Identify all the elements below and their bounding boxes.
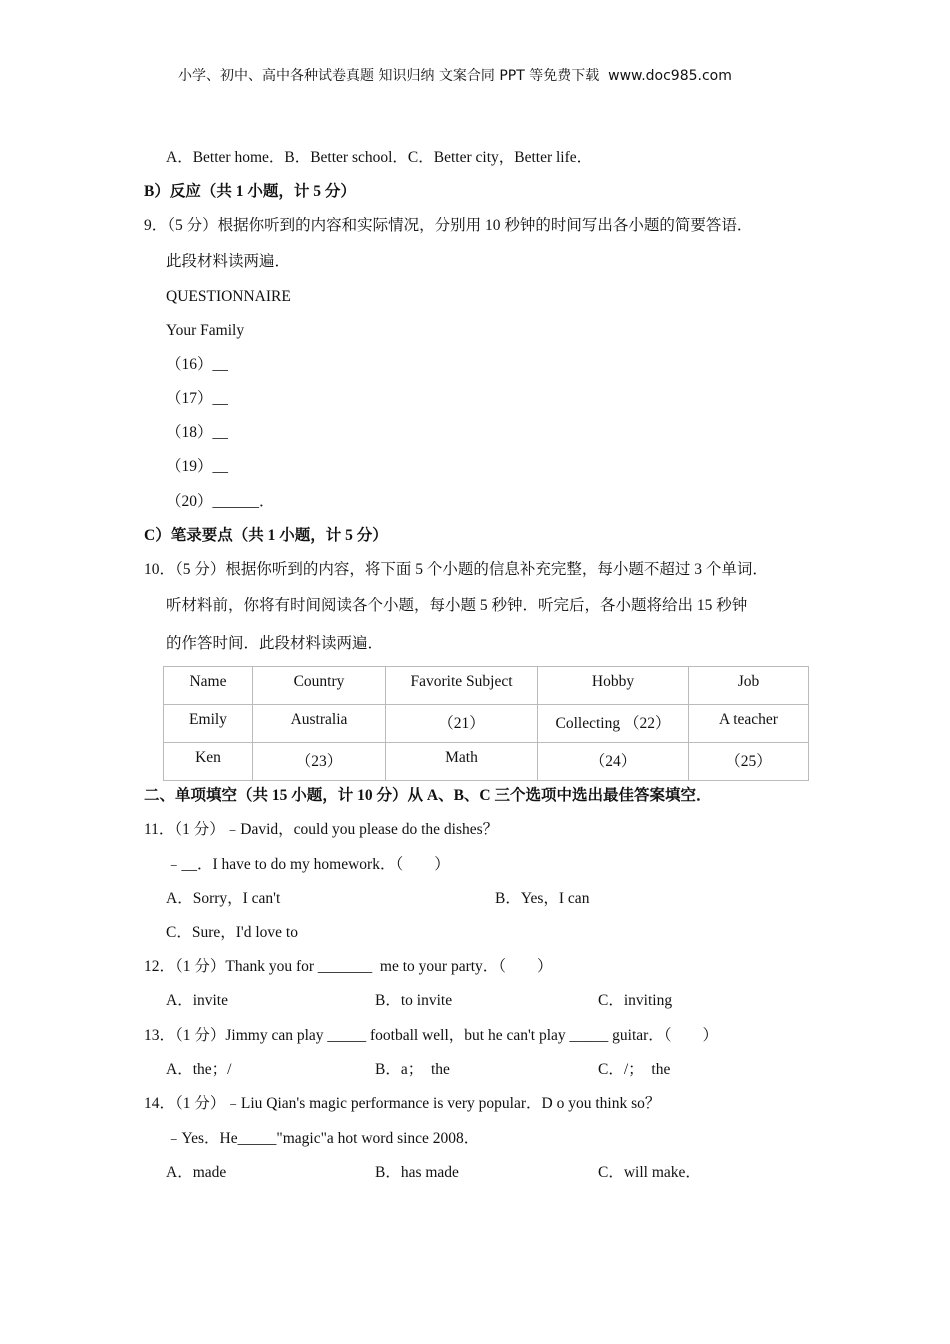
q13-option-c: C．/； the: [598, 1061, 671, 1078]
blank-18: （18）__: [166, 424, 229, 441]
q14-option-b: B．has made: [375, 1164, 459, 1181]
table-row: [164, 705, 809, 743]
table-cell: （25）: [689, 743, 809, 781]
table-cell: Country: [253, 667, 386, 705]
table-cell: （21）: [386, 705, 538, 743]
q10-stem-3: 的作答时间．此段材料读两遍．: [166, 635, 384, 652]
q11-option-c: C．Sure，I'd love to: [166, 924, 298, 941]
q14-stem: 14．（1 分）﹣Liu Qian's magic performance is very popular．D o you think so？: [144, 1095, 661, 1112]
q12-option-b: B．to invite: [375, 992, 453, 1009]
q12-option-c: C．inviting: [598, 992, 673, 1009]
table-cell: Ken: [164, 743, 253, 781]
blank-20: （20）______．: [166, 493, 275, 510]
blank-16: （16）__: [166, 356, 229, 373]
table-cell: Name: [164, 667, 253, 705]
q8-options: A．Better home．B．Better school．C．Better city，Better life．: [166, 149, 593, 166]
table-cell: Australia: [253, 705, 386, 743]
q11-option-a: A．Sorry，I can't: [166, 890, 281, 907]
q14-option-a: A．made: [166, 1164, 227, 1181]
q13-option-a: A．the；/: [166, 1061, 232, 1078]
section-b-heading: B）反应（共 1 小题，计 5 分）: [144, 183, 356, 200]
blank-17: （17）__: [166, 390, 229, 407]
q10-stem: 10．（5 分）根据你听到的内容，将下面 5 个小题的信息补充完整，每小题不超过 3 个单词．: [144, 561, 768, 578]
table-cell: Collecting （22）: [538, 705, 689, 743]
section-2-heading: 二、单项填空（共 15 小题，计 10 分）从 A、B、C 三个选项中选出最佳答案填空．: [144, 787, 712, 804]
page-header: 小学、初中、高中各种试卷真题 知识归纳 文案合同 PPT 等免费下载 www.doc985.com: [178, 68, 732, 84]
table-cell: A teacher: [689, 705, 809, 743]
info-table: [163, 666, 809, 781]
q12-stem: 12．（1 分）Thank you for _______ me to your party．（ ）: [144, 958, 553, 975]
questionnaire-subtitle: Your Family: [166, 322, 245, 339]
table-cell: （23）: [253, 743, 386, 781]
blank-19: （19）__: [166, 458, 229, 475]
table-cell: Math: [386, 743, 538, 781]
q13-stem: 13．（1 分）Jimmy can play _____ football well，but he can't play _____ guitar．（ ）: [144, 1027, 719, 1044]
q12-option-a: A．invite: [166, 992, 228, 1009]
questionnaire-title: QUESTIONNAIRE: [166, 288, 291, 305]
q14-option-c: C．will make．: [598, 1164, 701, 1181]
table-row: [164, 743, 809, 781]
q9-stem: 9．（5 分）根据你听到的内容和实际情况，分别用 10 秒钟的时间写出各小题的简要答语．: [144, 217, 753, 234]
q14-stem-2: ﹣Yes．He_____"magic"a hot word since 2008．: [166, 1130, 480, 1147]
q11-option-b: B．Yes，I can: [495, 890, 590, 907]
table-cell: Favorite Subject: [386, 667, 538, 705]
section-c-heading: C）笔录要点（共 1 小题，计 5 分）: [144, 527, 388, 544]
table-cell: Job: [689, 667, 809, 705]
table-cell: Hobby: [538, 667, 689, 705]
table-cell: （24）: [538, 743, 689, 781]
q11-stem-2: ﹣__．I have to do my homework．（ ）: [166, 856, 450, 873]
table-header-row: [164, 667, 809, 705]
q10-stem-2: 听材料前，你将有时间阅读各个小题，每小题 5 秒钟．听完后，各小题将给出 15 秒钟: [166, 597, 748, 614]
q11-stem: 11．（1 分）﹣David，could you please do the dishes？: [144, 821, 499, 838]
q9-note: 此段材料读两遍．: [166, 253, 291, 270]
q13-option-b: B．a； the: [375, 1061, 450, 1078]
table-cell: Emily: [164, 705, 253, 743]
